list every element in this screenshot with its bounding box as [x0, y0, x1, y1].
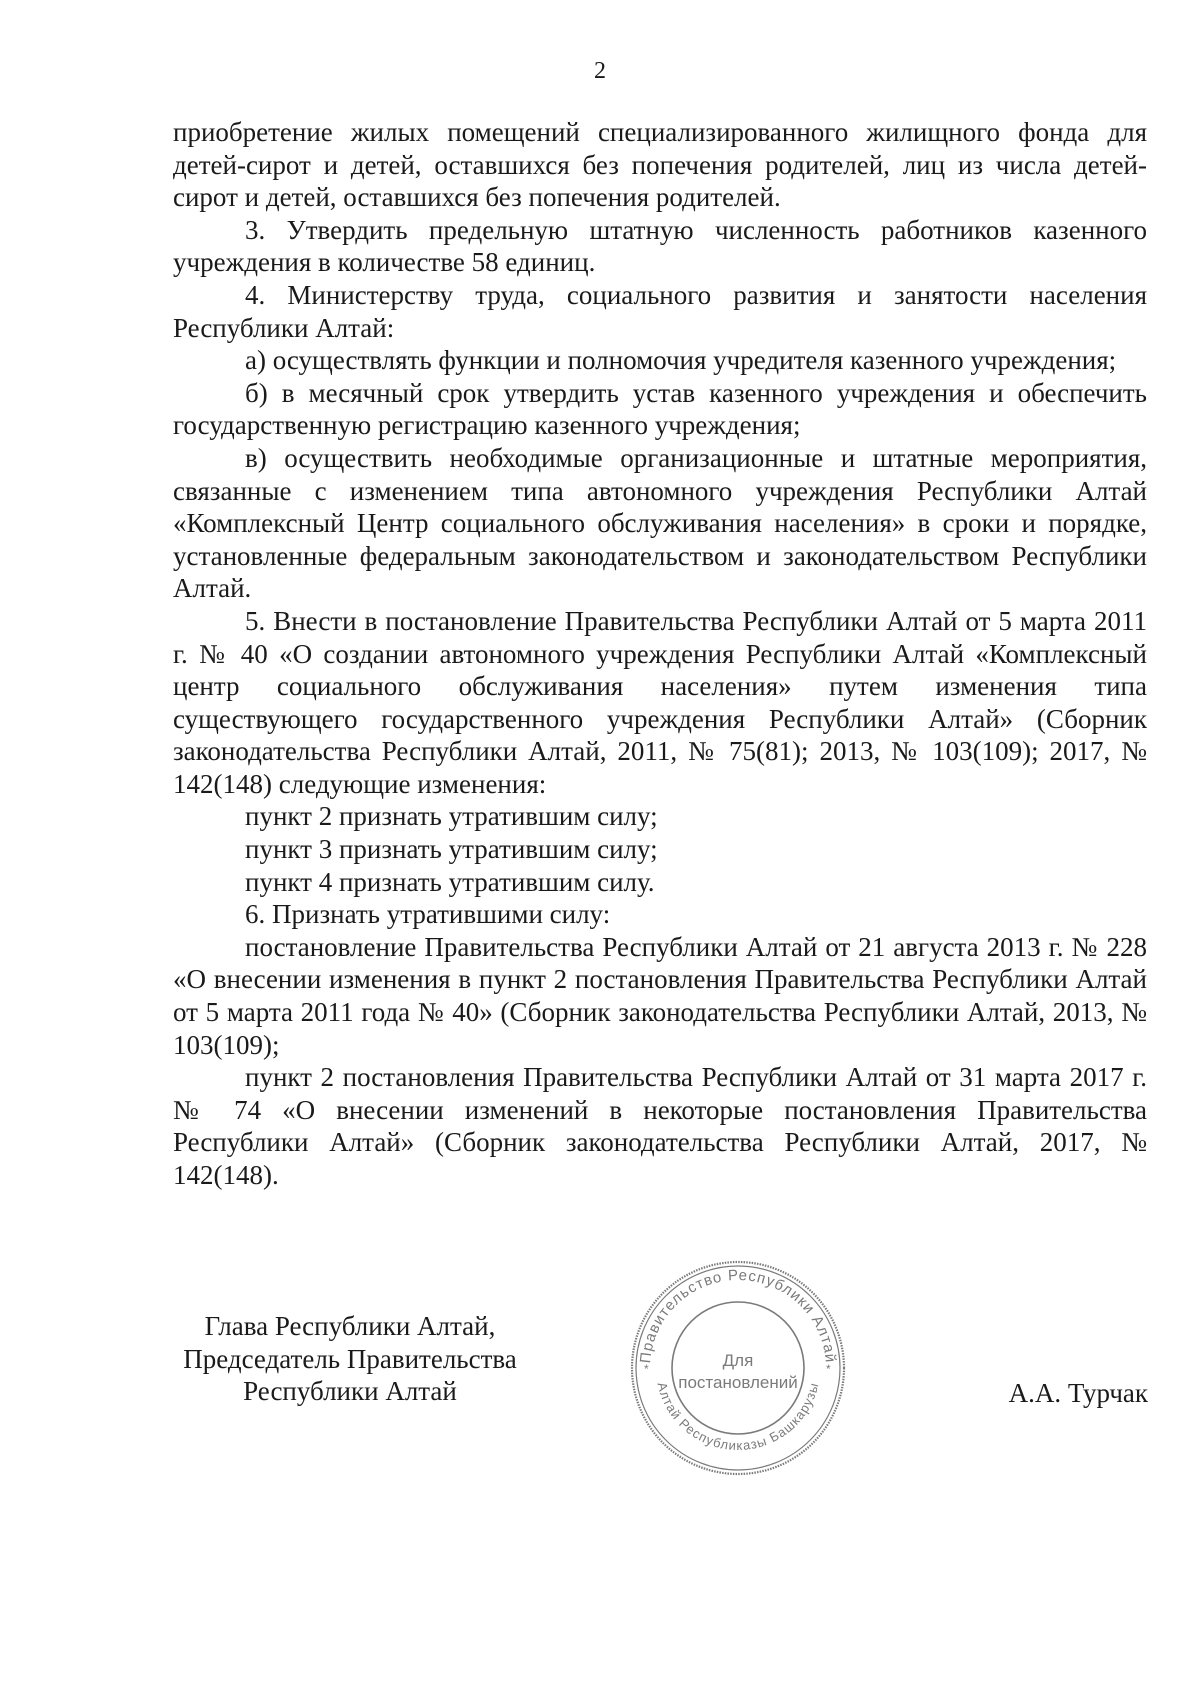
seal-star-icon: *: [826, 1362, 831, 1376]
paragraph-item-4b: б) в месячный срок утвердить устав казенного учреждения и обеспечить государственную регистрацию казенного учреждения;: [173, 377, 1147, 441]
signatory-position-line: Председатель Правительства: [183, 1343, 517, 1374]
paragraph-item-6-resolution: постановление Правительства Республики Алтай от 21 августа 2013 г. № 228 «О внесении изменения в пункт 2 постановления Правительства Республики Алтай от 5 марта 2011 года № 40» (Сборник законодательства Республики Алтай, 2013, № 103(109);: [173, 931, 1147, 1060]
seal-center-line-2: постановлений: [678, 1373, 798, 1392]
paragraph-continuation: приобретение жилых помещений специализированного жилищного фонда для детей-сирот и детей, оставшихся без попечения родителей, лиц из числа детей-сирот и детей, оставшихся без попечения родителей.: [173, 117, 1147, 213]
paragraph-item-5-point-2: пункт 2 признать утратившим силу;: [245, 801, 658, 832]
paragraph-item-6: 6. Признать утратившими силу:: [245, 899, 611, 930]
paragraph-item-4c: в) осуществить необходимые организационные и штатные мероприятия, связанные с изменением типа автономного учреждения Республики Алтай «Комплексный Центр социального обслуживания населения» в сроки и порядке, установленные федеральным законодательством и законодательством Республики Алтай.: [173, 442, 1147, 604]
seal-bottom-text: Алтай Республиказы Башкарузы: [654, 1380, 822, 1454]
svg-text:Правительство Республики Алтай: [637, 1267, 839, 1364]
official-seal: [628, 1258, 848, 1478]
signatory-position-line: Глава Республики Алтай,: [204, 1311, 496, 1341]
paragraph-item-6-point: пункт 2 постановления Правительства Республики Алтай от 31 марта 2017 г. № 74 «О внесении изменений в некоторые постановления Правительства Республики Алтай» (Сборник законодательства Республики Алтай, 2017, № 142(148).: [173, 1062, 1147, 1190]
signatory-position: [160, 1310, 540, 1408]
signatory-position-line: Республики Алтай: [243, 1376, 457, 1407]
paragraph-item-4a: а) осуществлять функции и полномочия учредителя казенного учреждения;: [245, 345, 1117, 376]
paragraph-item-5-point-4: пункт 4 признать утратившим силу.: [245, 866, 655, 897]
paragraph-item-5: 5. Внести в постановление Правительства Республики Алтай от 5 марта 2011 г. № 40 «О создании автономного учреждения Республики Алтай «Комплексный центр социального обслуживания населения» путем изменения типа существующего государственного учреждения Республики Алтай» (Сборник законодательства Республики Алтай, 2011, № 75(81); 2013, № 103(109); 2017, № 142(148) следующие изменения:: [173, 605, 1147, 799]
paragraph-item-5-point-3: пункт 3 признать утратившим силу;: [245, 834, 658, 865]
seal-outer-text: Правительство Республики Алтай: [636, 1266, 839, 1365]
paragraph-item-3: 3. Утвердить предельную штатную численность работников казенного учреждения в количестве 58 единиц.: [173, 214, 1147, 278]
document-body: [173, 116, 1147, 1192]
seal-star-icon: *: [644, 1362, 649, 1376]
paragraph-item-4: 4. Министерству труда, социального развития и занятости населения Республики Алтай:: [173, 279, 1147, 343]
seal-center-line-1: Для: [722, 1351, 754, 1370]
page-number: 2: [594, 58, 606, 84]
signatory-name: А.А. Турчак: [1008, 1378, 1148, 1408]
